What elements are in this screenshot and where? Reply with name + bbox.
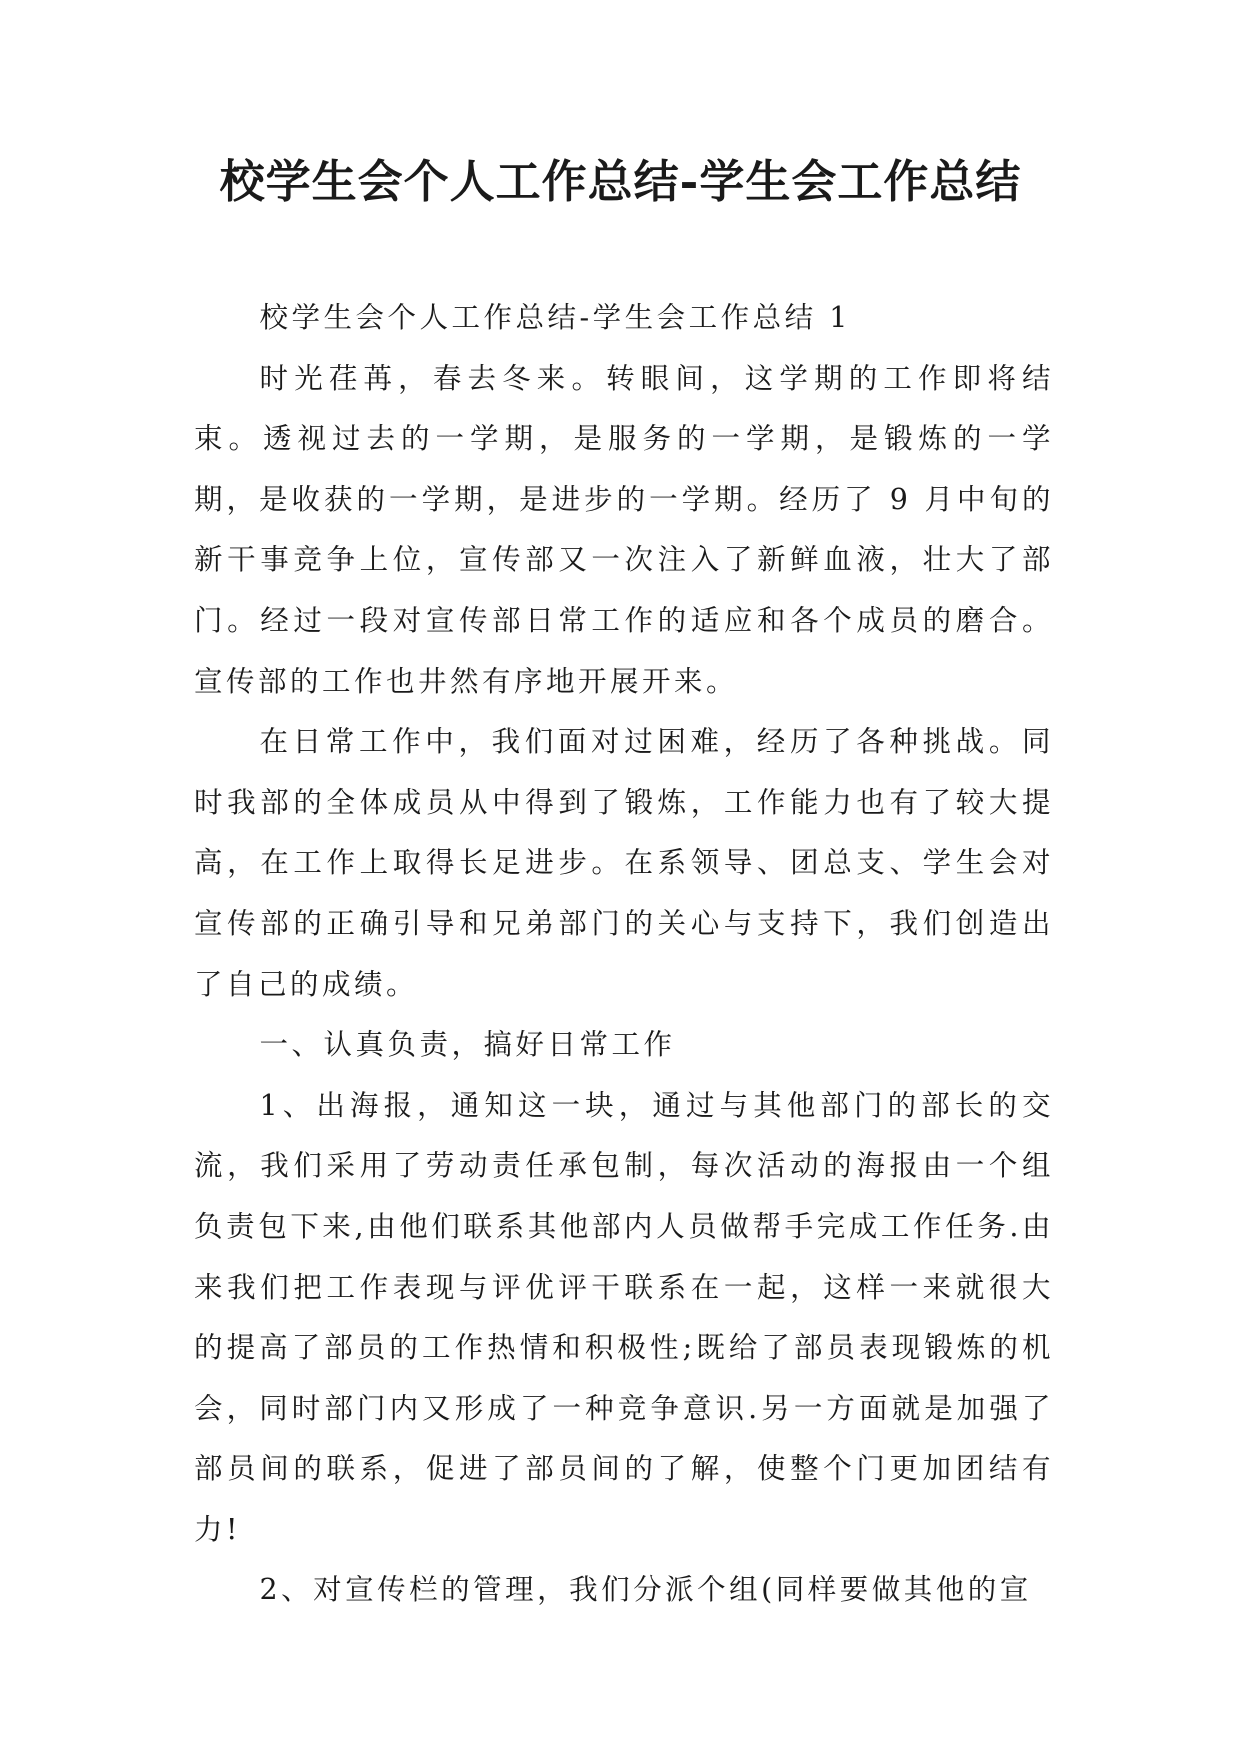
- paragraph: 时光荏苒，春去冬来。转眼间，这学期的工作即将结束。透视过去的一学期，是服务的一学期，是锻炼的一学期，是收获的一学期，是进步的一学期。经历了 9 月中旬的新干事竞争上位，宣传部又一次注入了新鲜血液，壮大了部门。经过一段对宣传部日常工作的适应和各个成员的磨合。宣传部的工作也井然有序地开展开来。: [194, 361, 1054, 698]
- paragraph: 2、对宣传栏的管理，我们分派个组(同样要做其他的宣: [259, 1573, 1032, 1607]
- paragraph: 1、出海报，通知这一块，通过与其他部门的部长的交流，我们采用了劳动责任承包制，每次活动的海报由一个组负责包下来,由他们联系其他部内人员做帮手完成工作任务.由来我们把工作表现与评优评干联系在一起，这样一来就很大的提高了部员的工作热情和积极性;既给了部员表现锻炼的机会，同时部门内又形成了一种竞争意识.另一方面就是加强了部员间的联系，促进了部员间的了解，使整个门更加团结有力!: [194, 1088, 1054, 1546]
- section-heading: 校学生会个人工作总结-学生会工作总结 1: [259, 301, 851, 334]
- paragraph: 在日常工作中，我们面对过困难，经历了各种挑战。同时我部的全体成员从中得到了锻炼，工作能力也有了较大提高，在工作上取得长足进步。在系领导、团总支、学生会对宣传部的正确引导和兄弟部门的关心与支持下，我们创造出了自己的成绩。: [194, 725, 1054, 1001]
- document-title: 校学生会个人工作总结-学生会工作总结: [219, 155, 1022, 208]
- subsection-heading: 一、认真负责，搞好日常工作: [259, 1028, 676, 1062]
- document-body: [194, 288, 1054, 1621]
